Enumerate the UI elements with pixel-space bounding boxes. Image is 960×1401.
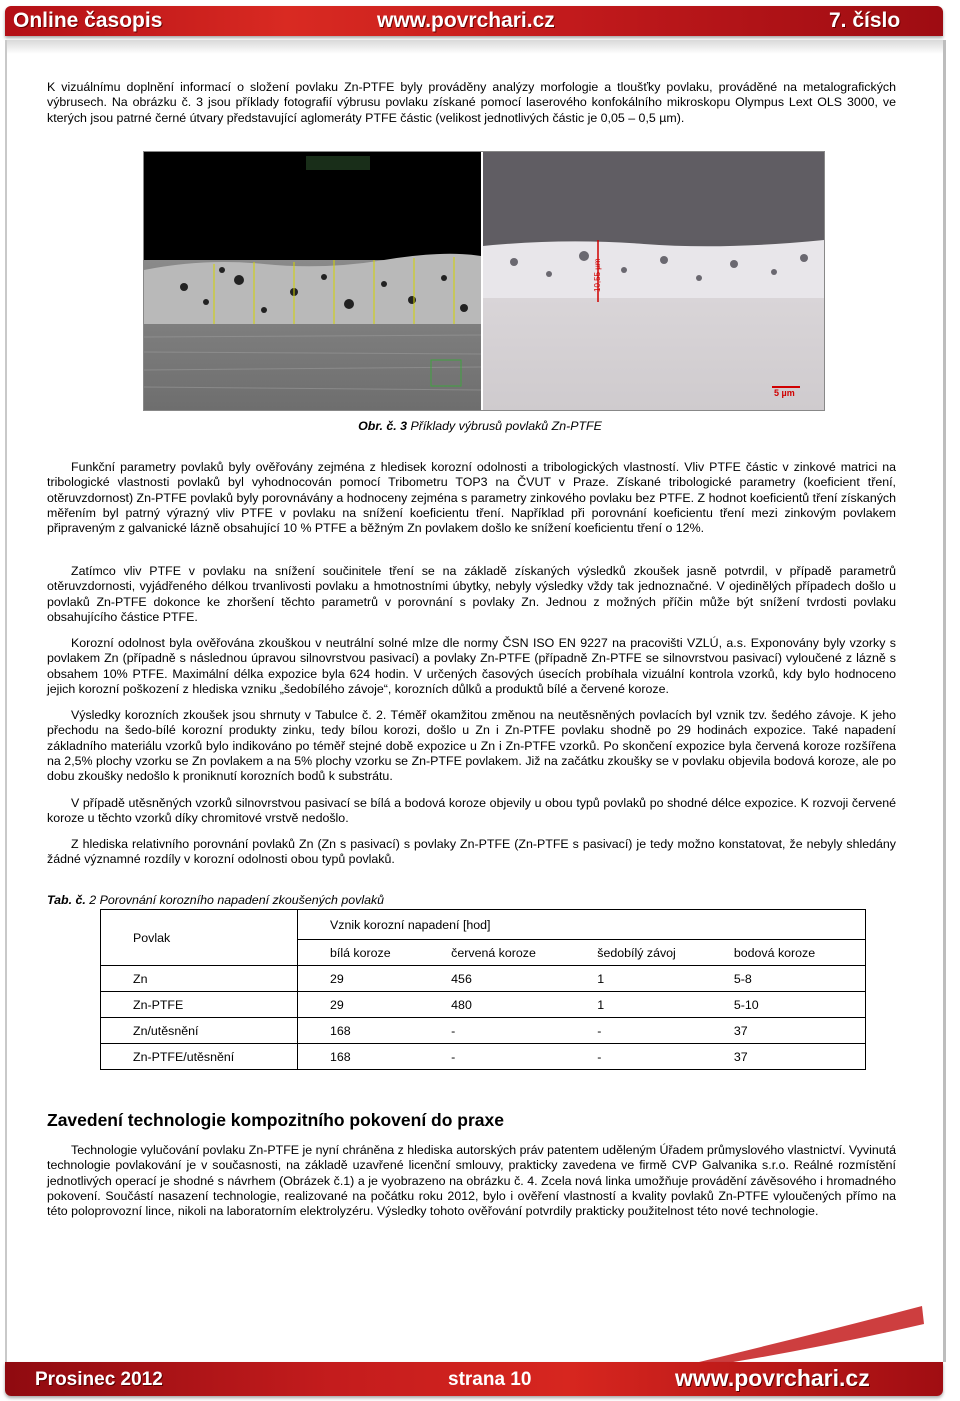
figure-caption-label: Obr. č. 3 xyxy=(358,419,408,433)
footer-page-number: strana 10 xyxy=(448,1369,532,1390)
table-col-grey-veil: šedobílý závoj xyxy=(587,940,724,966)
table-cell-coating: Zn/utěsnění xyxy=(101,1018,298,1044)
header-website[interactable]: www.povrchari.cz xyxy=(377,9,555,32)
table-cell: 480 xyxy=(441,992,587,1018)
table-col-red-corrosion: červená koroze xyxy=(441,940,587,966)
table-caption xyxy=(47,893,384,907)
scale-bar-label: 5 µm xyxy=(774,388,795,398)
intro-paragraph: K vizuálnímu doplnění informací o složení povlaku Zn-PTFE byly prováděny analýzy morfologie a tloušťky povlaku, prováděné na metalografických výbrusech. Na obrázku č. 3 jsou příklady fotografií výbrusu povlaku získané pomocí laserového konfokálního mikroskopu Olympus Lext OLS 3000, ve kterých jsou patrné černé útvary představující aglomeráty PTFE částic (velikost jednotlivých částic je 0,05 – 0,5 µm). xyxy=(47,80,896,125)
table-cell-coating: Zn-PTFE/utěsnění xyxy=(101,1044,298,1070)
table-row xyxy=(101,1044,866,1070)
magazine-header xyxy=(5,6,943,36)
table-col-pitting: bodová koroze xyxy=(724,940,866,966)
table-cell: 5-10 xyxy=(724,992,866,1018)
table-row xyxy=(101,966,866,992)
paragraph-conclusion: Z hlediska relativního porovnání povlaků Zn (Zn s pasivací) s povlaky Zn-PTFE (Zn-PTFE s pasivací) je tedy možno konstatovat, že nebyly shledány žádné významné rozdíly v korozní odolnosti obou typů povlaků. xyxy=(47,837,896,867)
paragraph-results: Výsledky korozních zkoušek jsou shrnuty v Tabulce č. 2. Téměř okamžitou změnou na neutěsněných povlacích byl vznik tzv. šedého závoje. K jeho přechodu na šedo-bílé korozní produkty zinku, tedy bílou korozi, došlo u Zn i Zn-PTFE povlaku shodně po 29 hodinách expozice. Také napadení základního materiálu vzorků bylo indikováno po téměř stejné době expozice u Zn i Zn-PTFE vzorků. Po skončení expozice byla červená koroze rozšířena na 2,5% plochy vzorku se Zn povlakem a na 5% plochy vzorku se Zn-PTFE povlakem. Již na začátku zkoušky se v povlaku objevila bodová koroze, ale po dobu zkoušky nedošlo k proniknutí korozních bodů k substrátu. xyxy=(47,708,896,784)
table-cell: - xyxy=(441,1044,587,1070)
table-cell: 1 xyxy=(587,966,724,992)
section-heading: Zavedení technologie kompozitního pokovení do praxe xyxy=(47,1110,504,1130)
footer-issue-date: Prosinec 2012 xyxy=(35,1369,163,1390)
paragraph-wear: Zatímco vliv PTFE v povlaku na snížení součinitele tření se na základě získaných výsledků zkoušek jasně potvrdil, v případě parametrů otěruvzdornosti, vyjádřeného délkou trvanlivosti povlaku a hmotnostními úbytky, nebyly výsledky vždy tak jednoznačné. V ojedinělých případech došlo u povlaků Zn-PTFE dokonce ke zhoršení těchto parametrů v porovnání s povlaky Zn. Jednou z možných příčin může být snížení tvrdosti povlaku obsahujícího částice PTFE. xyxy=(47,564,896,624)
footer-logo-swoosh xyxy=(672,1300,932,1370)
table-header-row xyxy=(101,910,866,940)
micrograph-image xyxy=(144,152,824,410)
table-row xyxy=(101,1018,866,1044)
table-cell: 29 xyxy=(298,966,442,992)
table-caption-text: 2 Porovnání korozního napadení zkoušených povlaků xyxy=(85,893,385,907)
figure-caption-text: Příklady výbrusů povlaků Zn-PTFE xyxy=(407,419,602,433)
thickness-label: 10,55 µm xyxy=(593,258,602,292)
table-cell-coating: Zn-PTFE xyxy=(101,992,298,1018)
micrograph-figure xyxy=(143,151,825,411)
table-cell: 37 xyxy=(724,1044,866,1070)
table-cell: 168 xyxy=(298,1018,442,1044)
header-magazine-name: Online časopis xyxy=(13,9,163,32)
table-cell: 37 xyxy=(724,1018,866,1044)
figure-caption xyxy=(0,419,960,433)
table-caption-label: Tab. č. xyxy=(47,893,86,907)
paragraph-tribology: Funkční parametry povlaků byly ověřovány zejména z hledisek korozní odolnosti a tribologických vlastností. Vliv PTFE částic v zinkové matrici na tribologické vlastnosti povlaků byl vyhodnocován pomocí Tribometru TOP3 na ČVUT v Praze. Získané tribologické parametry (koeficient tření, otěruvzdornost) Zn-PTFE povlaků byly porovnávány a hodnoceny zejména s parametry zinkového povlaku bez PTFE. Z hodnot koeficientů tření získaných měřením byl patrný výrazný vliv PTFE v povlaku na snížení koeficientu tření. Například při porovnání koeficientu tření mezi zinkovým povlakem připraveným z galvanické lázně obsahující 10 % PTFE a běžným Zn povlakem došlo ke snížení koeficientu tření o 12%. xyxy=(47,460,896,536)
table-row xyxy=(101,992,866,1018)
table-cell: 5-8 xyxy=(724,966,866,992)
header-issue-number: 7. číslo xyxy=(829,9,901,32)
table-col-white-corrosion: bílá koroze xyxy=(298,940,442,966)
paragraph-sealed: V případě utěsněných vzorků silnovrstvou pasivací se bílá a bodová koroze objevily u obou typů povlaků po shodné délce expozice. K rozvoji červené koroze u těchto vzorků díky chromitové vrstvě nedošlo. xyxy=(47,796,896,826)
table-cell: - xyxy=(441,1018,587,1044)
table-cell: 456 xyxy=(441,966,587,992)
footer-website[interactable]: www.povrchari.cz xyxy=(675,1365,870,1391)
magazine-footer xyxy=(5,1362,943,1396)
table-cell: 1 xyxy=(587,992,724,1018)
corrosion-table xyxy=(100,909,866,1070)
table-cell: 168 xyxy=(298,1044,442,1070)
table-cell: - xyxy=(587,1044,724,1070)
table-header-coating: Povlak xyxy=(101,910,298,966)
table-cell: 29 xyxy=(298,992,442,1018)
table-cell-coating: Zn xyxy=(101,966,298,992)
section-paragraph: Technologie vylučování povlaku Zn-PTFE je nyní chráněna z hlediska autorských práv patentem uděleným Úřadem průmyslového vlastnictví. Vyvinutá technologie povlakování je v současnosti, na základě uzavřené licenční smlouvy, prakticky zavedena ve firmě CVP Galvanika s.r.o. Reálné rozmístění jednotlivých operací je shodné s návrhem (Obrázek č.1) a je vyobrazeno na obrázku č. 4. Zcela nová linka umožňuje provádění závěsového i hromadného pokovení. Součástí nasazení technologie, realizované na počátku roku 2012, bylo i ověření vlastností a kvality povlaků Zn-PTFE vyloučených přímo na této poloprovozní lince, nikoli na laboratorním elektrolyzéru. Výsledky tohoto ověřování potvrdily prakticky použitelnost této nové technologie. xyxy=(47,1143,896,1219)
table-cell: - xyxy=(587,1018,724,1044)
paragraph-corrosion-test: Korozní odolnost byla ověřována zkouškou v neutrální solné mlze dle normy ČSN ISO EN 9227 na pracovišti VZLÚ, a.s. Exponovány byly vzorky s povlakem Zn (případně s následnou úpravou silnovrstvou pasivací) a povlaky Zn-PTFE (případně Zn-PTFE se silnovrstvou pasivací) vyloučené z lázně s obsahem 10% PTFE. Maximální délka expozice byla 624 hodin. V určených časových úsecích probíhala vizuální kontrola vzorků, kdy bylo hodnoceno jejich korozní poškození z hlediska vzniku „šedobílého závoje“, korozních důlků a produktů bílé a červené koroze. xyxy=(47,636,896,696)
table-group-header: Vznik korozní napadení [hod] xyxy=(298,910,866,940)
